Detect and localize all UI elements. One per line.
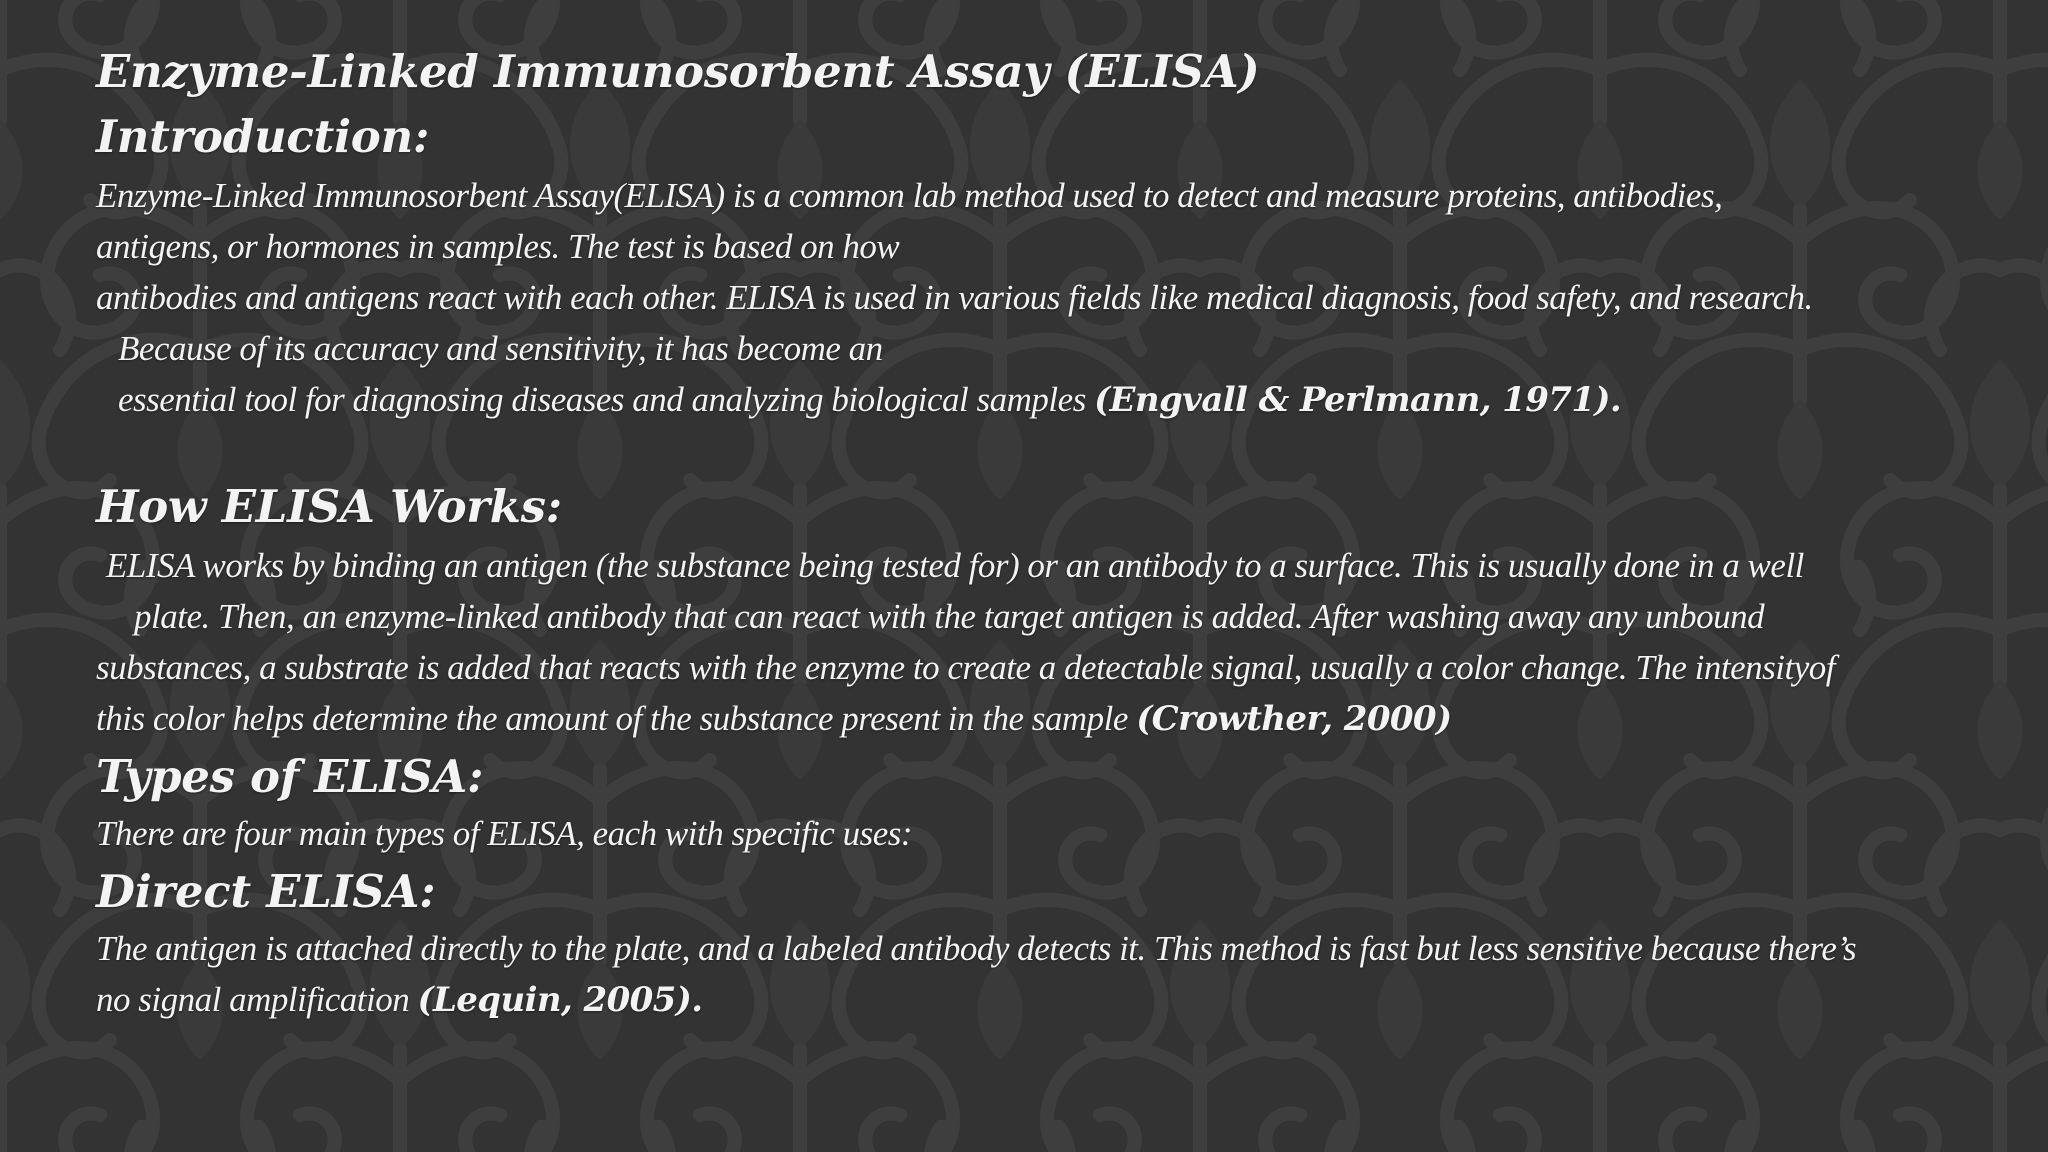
- introduction-heading: Introduction:: [96, 110, 430, 163]
- how-line-4: [96, 699, 1451, 739]
- direct-line-1: The antigen is attached directly to the plate, and a labeled antibody detects it. This method is fast but less sensitive because there’s: [96, 929, 1857, 968]
- intro-line-5-text: essential tool for diagnosing diseases and analyzing biological samples: [118, 380, 1095, 419]
- intro-line-5: [118, 380, 1621, 420]
- direct-citation: (Lequin, 2005).: [417, 980, 703, 1020]
- intro-line-1: Enzyme-Linked Immunosorbent Assay(ELISA) is a common lab method used to detect and measure proteins, antibodies,: [96, 176, 1723, 215]
- intro-line-4: Because of its accuracy and sensitivity, it has become an: [118, 329, 883, 368]
- slide-title: Enzyme-Linked Immunosorbent Assay (ELISA): [96, 45, 1260, 98]
- intro-line-3: antibodies and antigens react with each other. ELISA is used in various fields like medical diagnosis, food safety, and research.: [96, 278, 1813, 317]
- intro-line-2: antigens, or hormones in samples. The test is based on how: [96, 227, 900, 266]
- how-line-4-text: this color helps determine the amount of the substance present in the sample: [96, 699, 1137, 738]
- how-citation: (Crowther, 2000): [1136, 699, 1452, 739]
- how-line-2: plate. Then, an enzyme-linked antibody that can react with the target antigen is added. After washing away any unbound: [134, 597, 1765, 636]
- direct-line-2: [96, 980, 702, 1020]
- types-of-elisa-heading: Types of ELISA:: [96, 750, 484, 803]
- intro-citation: (Engvall & Perlmann, 1971).: [1094, 380, 1622, 420]
- how-line-3: substances, a substrate is added that reacts with the enzyme to create a detectable signal, usually a color change. The intensityof: [96, 648, 1835, 687]
- direct-line-2-text: no signal amplification: [96, 980, 418, 1019]
- direct-elisa-heading: Direct ELISA:: [96, 865, 436, 918]
- how-line-1: ELISA works by binding an antigen (the substance being tested for) or an antibody to a surface. This is usually done in a well: [106, 546, 1804, 585]
- types-line: There are four main types of ELISA, each with specific uses:: [96, 814, 913, 853]
- how-elisa-works-heading: How ELISA Works:: [96, 480, 562, 533]
